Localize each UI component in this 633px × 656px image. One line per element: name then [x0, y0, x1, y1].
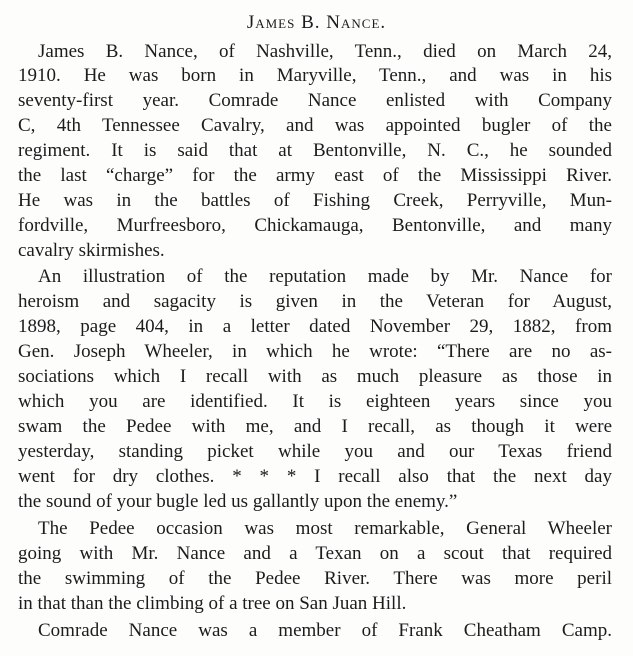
text-line: the swimming of the Pedee River. There was more peril [18, 568, 612, 589]
text-line: An illustration of the reputation made by Mr. Nance for [38, 266, 612, 287]
text-line: cavalry skirmishes. [18, 240, 165, 261]
text-line: regiment. It is said that at Bentonville, N. C., he sounded [18, 140, 612, 161]
text-line: The Pedee occasion was most remarkable, General Wheeler [38, 518, 612, 539]
text-line: fordville, Murfreesboro, Chickamauga, Bentonville, and many [18, 215, 612, 236]
text-line: the last “charge” for the army east of the Mississippi River. [18, 165, 612, 186]
text-line: going with Mr. Nance and a Texan on a scout that required [18, 543, 612, 564]
text-line: went for dry clothes. * * * I recall also that the next day [18, 466, 612, 487]
text-line: seventy-first year. Comrade Nance enlisted with Company [18, 90, 612, 111]
text-line: He was in the battles of Fishing Creek, Perryville, Mun- [18, 190, 612, 211]
text-line: sociations which I recall with as much pleasure as those in [18, 366, 612, 387]
text-line: heroism and sagacity is given in the Veteran for August, [18, 291, 612, 312]
text-line: C, 4th Tennessee Cavalry, and was appointed bugler of the [18, 115, 612, 136]
text-line: Comrade Nance was a member of Frank Cheatham Camp. [38, 620, 612, 641]
text-line: 1910. He was born in Maryville, Tenn., and was in his [18, 65, 612, 86]
text-line: in that than the climbing of a tree on San Juan Hill. [18, 593, 407, 614]
text-line: 1898, page 404, in a letter dated November 29, 1882, from [18, 316, 612, 337]
text-line: James B. Nance, of Nashville, Tenn., died on March 24, [38, 41, 612, 62]
text-line: Gen. Joseph Wheeler, in which he wrote: “There are no as- [18, 341, 612, 362]
text-line: which you are identified. It is eighteen years since you [18, 391, 612, 412]
article-title: James B. Nance. [246, 12, 387, 33]
text-line: the sound of your bugle led us gallantly upon the enemy.” [18, 491, 458, 512]
text-line: swam the Pedee with me, and I recall, as though it were [18, 416, 612, 437]
text-line: yesterday, standing picket while you and our Texas friend [18, 441, 612, 462]
